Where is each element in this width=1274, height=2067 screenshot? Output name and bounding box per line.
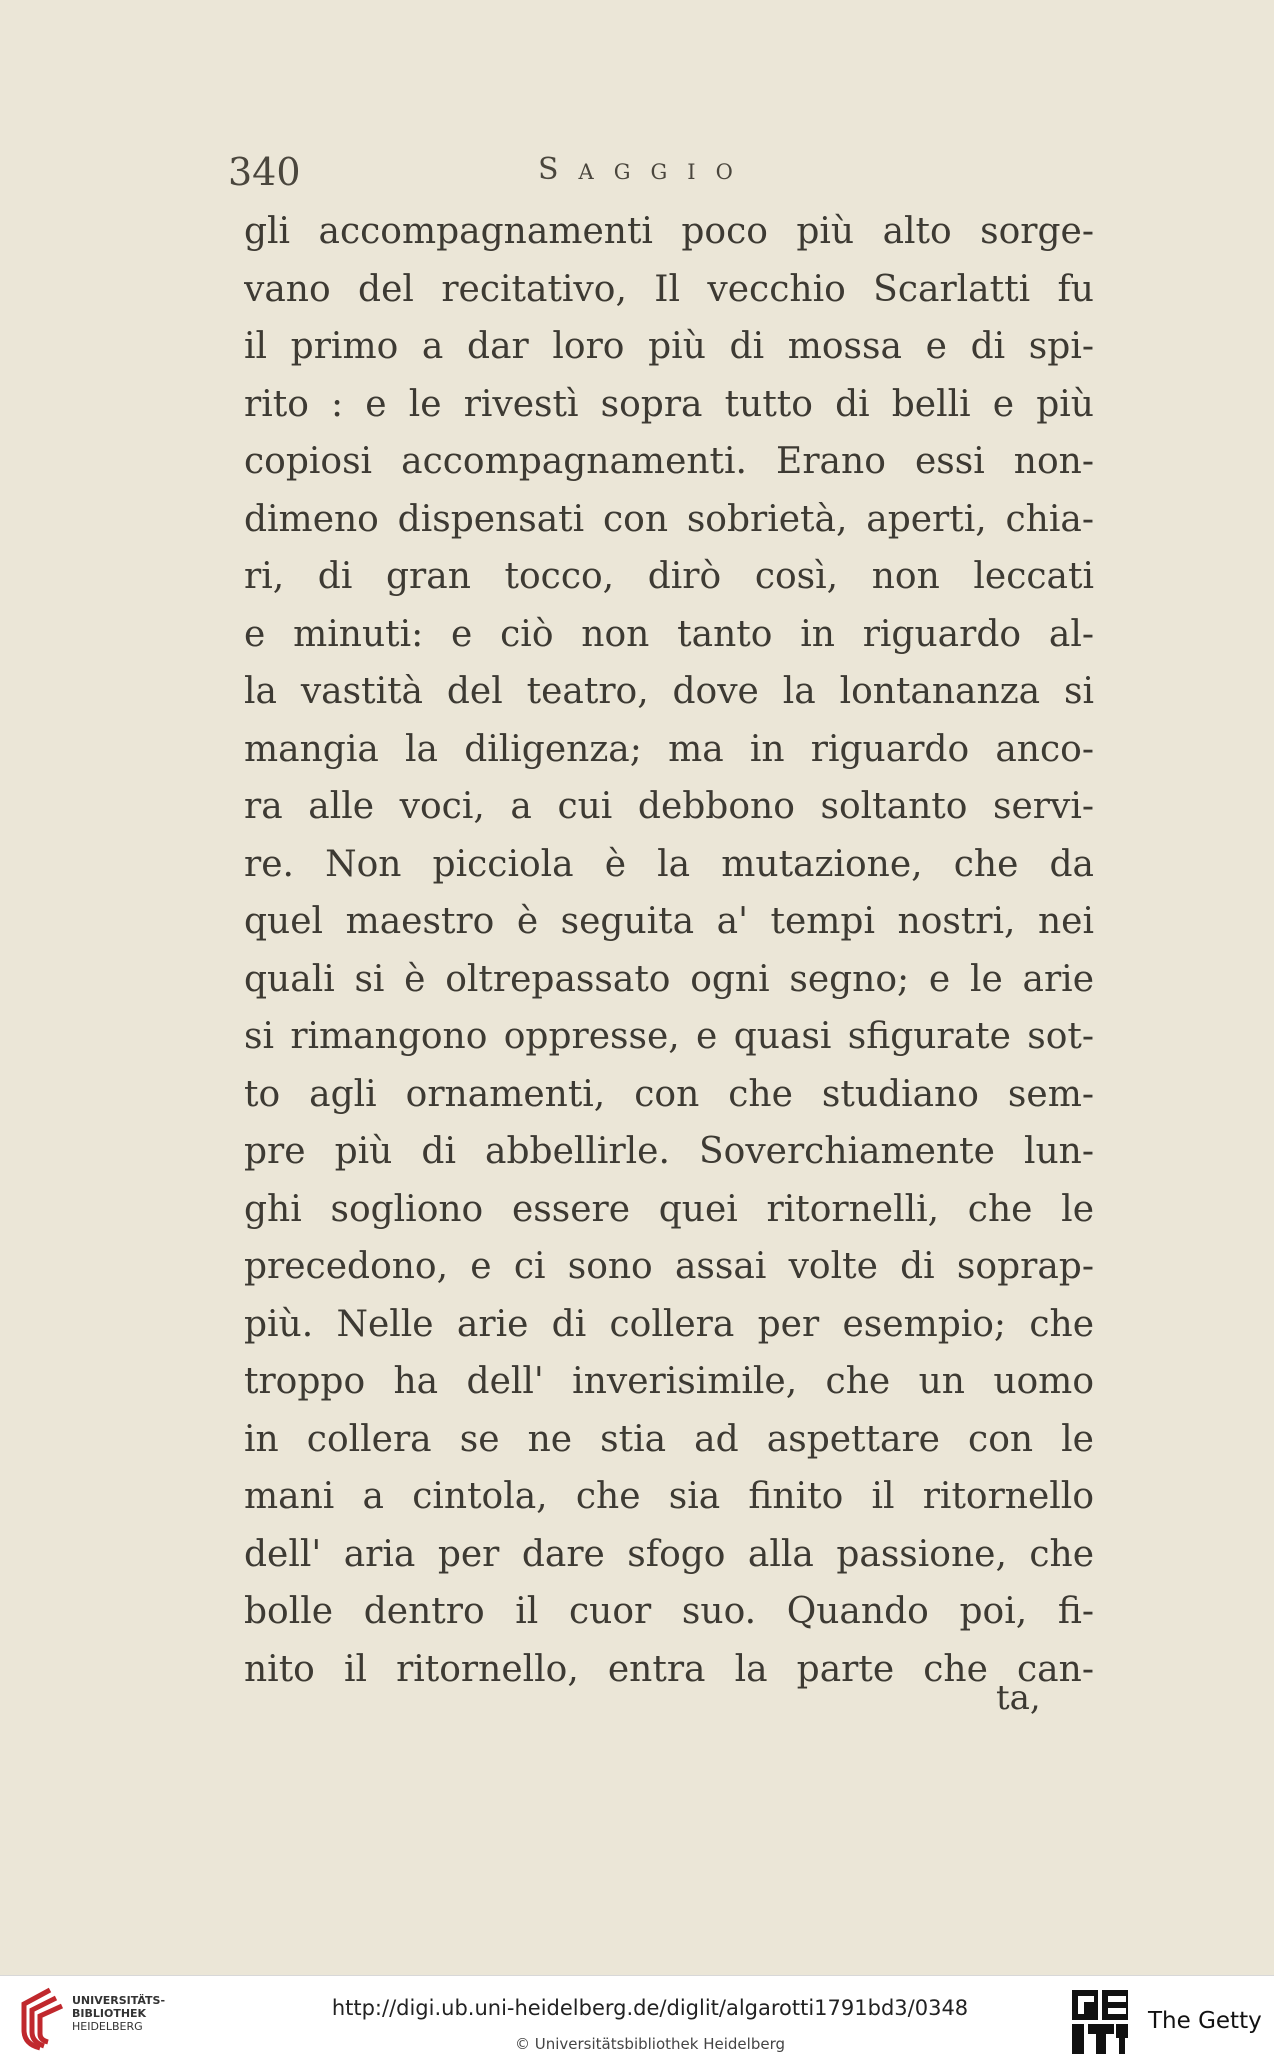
viewer-footer xyxy=(0,1975,1274,2067)
text-line: ghi sogliono essere quei ritornelli, che le xyxy=(244,1188,1094,1230)
text-line: quel maestro è seguita a' tempi nostri, nei xyxy=(244,901,1094,942)
getty-logo-icon xyxy=(1070,1988,1130,2056)
text-line: mani a cintola, che sia finito il ritornello xyxy=(244,1476,1094,1517)
text-line: re. Non picciola è la mutazione, che da xyxy=(244,843,1094,885)
text-line: quali si è oltrepassato ogni segno; e le arie xyxy=(244,958,1094,1000)
text-line: la vastità del teatro, dove la lontananza si xyxy=(244,671,1094,712)
text-line: più. Nelle arie di collera per esempio; che xyxy=(244,1303,1094,1345)
page-number: 340 xyxy=(228,150,301,194)
text-line: troppo ha dell' inverisimile, che un uomo xyxy=(244,1361,1094,1402)
text-line: mangia la diligenza; ma in riguardo anco- xyxy=(244,728,1094,770)
library-name: UNIVERSITÄTS- BIBLIOTHEK HEIDELBERG xyxy=(72,1994,166,2033)
running-title: Saggio xyxy=(538,152,753,187)
text-line: bolle dentro il cuor suo. Quando poi, fi- xyxy=(244,1591,1094,1632)
copyright-notice: © Universitätsbibliothek Heidelberg xyxy=(514,2035,785,2053)
text-line: si rimangono oppresse, e quasi sfigurate sot- xyxy=(244,1016,1094,1057)
text-line: dimeno dispensati con sobrietà, aperti, chia- xyxy=(244,498,1094,540)
text-line: to agli ornamenti, con che studiano sem- xyxy=(244,1073,1094,1115)
permalink[interactable]: http://digi.ub.uni-heidelberg.de/diglit/algarotti1791bd3/0348 xyxy=(331,1996,969,2020)
page-header xyxy=(228,150,1088,200)
text-line: gli accompagnamenti poco più alto sorge- xyxy=(244,211,1094,252)
text-line: vano del recitativo, Il vecchio Scarlatti fu xyxy=(244,268,1094,310)
ub-heidelberg-logo-icon xyxy=(10,1984,70,2056)
text-line: ri, di gran tocco, dirò così, non leccati xyxy=(244,556,1094,597)
text-line: copiosi accompagnamenti. Erano essi non- xyxy=(244,441,1094,482)
partner-name: The Getty xyxy=(1148,2008,1262,2034)
text-line: pre più di abbellirle. Soverchiamente lun- xyxy=(244,1131,1094,1172)
body-text xyxy=(244,203,1094,1698)
text-line: rito : e le rivestì sopra tutto di belli e più xyxy=(244,383,1094,425)
text-line: precedono, e ci sono assai volte di soprap- xyxy=(244,1246,1094,1287)
text-line: e minuti: e ciò non tanto in riguardo al- xyxy=(244,613,1094,655)
catchword: ta, xyxy=(996,1678,1041,1718)
text-line: il primo a dar loro più di mossa e di spi- xyxy=(244,326,1094,367)
text-line: nito il ritornello, entra la parte che can- xyxy=(244,1648,1094,1690)
text-line: ra alle voci, a cui debbono soltanto servi- xyxy=(244,786,1094,827)
text-line: in collera se ne stia ad aspettare con le xyxy=(244,1418,1094,1460)
text-line: dell' aria per dare sfogo alla passione, che xyxy=(244,1533,1094,1575)
